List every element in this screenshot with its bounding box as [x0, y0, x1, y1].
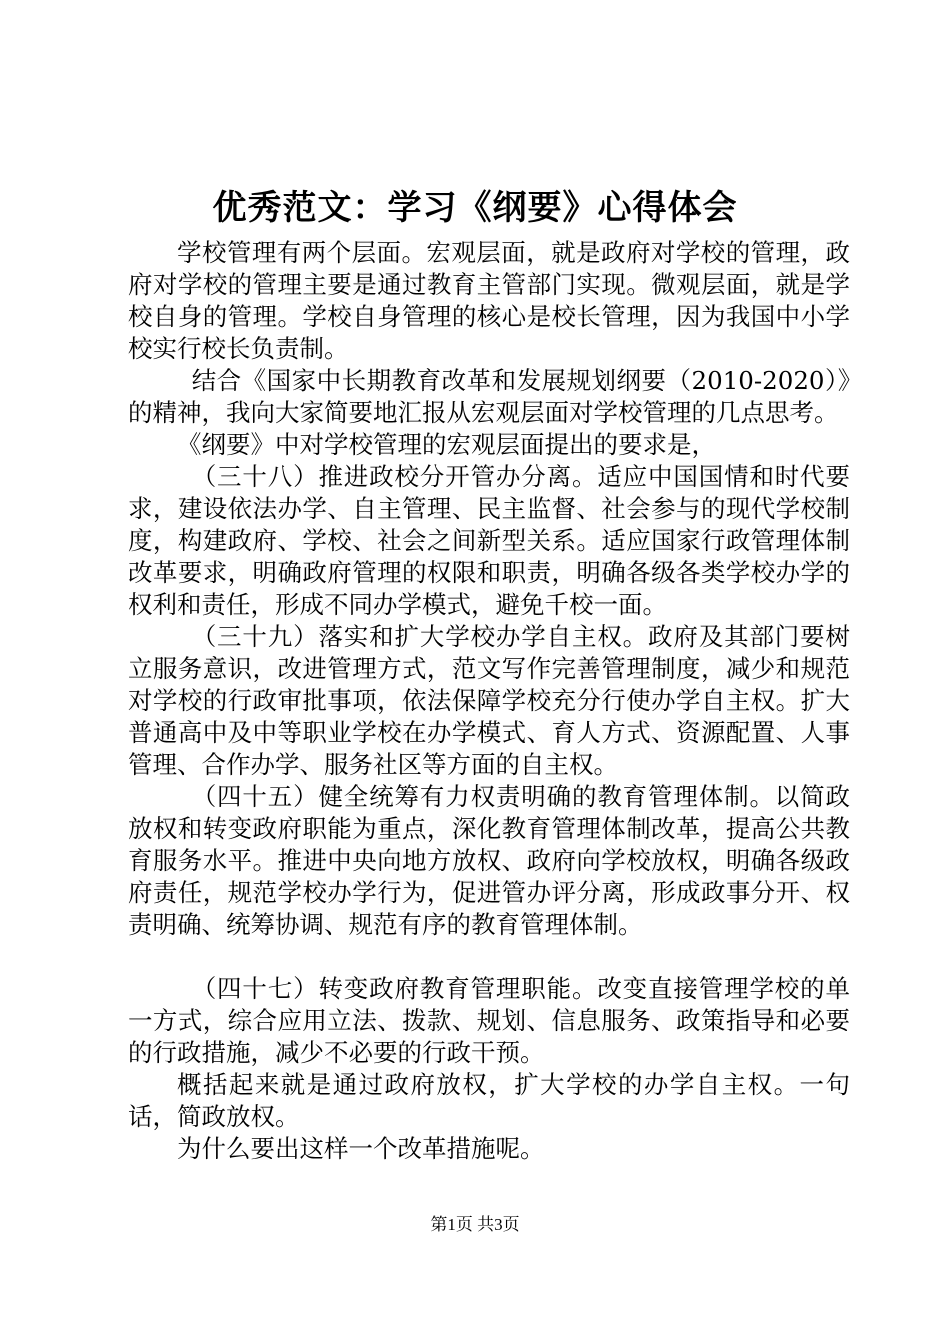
paragraph-article-39: （三十九）落实和扩大学校办学自主权。政府及其部门要树立服务意识，改进管理方式，范文写作完善管理制度，减少和规范对学校的行政审批事项，依法保障学校充分行使办学自主权。扩大普通高中及中等职业学校在办学模式、育人方式、资源配置、人事管理、合作办学、服务社区等方面的自主权。	[128, 622, 850, 779]
paragraph-management-levels: 学校管理有两个层面。宏观层面，就是政府对学校的管理，政府对学校的管理主要是通过教育主管部门实现。微观层面，就是学校自身的管理。学校自身管理的核心是校长管理，因为我国中小学校实行校长负责制。	[128, 238, 850, 363]
paragraph-question: 为什么要出这样一个改革措施呢。	[177, 1134, 545, 1163]
document-body	[128, 237, 850, 1165]
paragraph-outline-requirements: 《纲要》中对学校管理的宏观层面提出的要求是，	[177, 430, 716, 459]
page-number-footer: 第1页 共3页	[430, 1215, 520, 1234]
paragraph-article-47: （四十七）转变政府教育管理职能。改变直接管理学校的单一方式，综合应用立法、拨款、规划、信息服务、政策指导和必要的行政措施，减少不必要的行政干预。	[128, 974, 850, 1067]
document-title: 优秀范文：学习《纲要》心得体会	[212, 188, 738, 228]
paragraph-article-45: （四十五）健全统筹有力权责明确的教育管理体制。以简政放权和转变政府职能为重点，深化教育管理体制改革，提高公共教育服务水平。推进中央向地方放权、政府向学校放权，明确各级政府责任，规范学校办学行为，促进管办评分离，形成政事分开、权责明确、统筹协调、规范有序的教育管理体制。	[128, 782, 850, 939]
paragraph-outline-intro: 结合《国家中长期教育改革和发展规划纲要（2010-2020）》的精神，我向大家简要地汇报从宏观层面对学校管理的几点思考。	[128, 366, 850, 427]
paragraph-article-38: （三十八）推进政校分开管办分离。适应中国国情和时代要求，建设依法办学、自主管理、民主监督、社会参与的现代学校制度，构建政府、学校、社会之间新型关系。适应国家行政管理体制改革要求，明确政府管理的权限和职责，明确各级各类学校办学的权利和责任，形成不同办学模式，避免千校一面。	[128, 462, 850, 619]
paragraph-summary: 概括起来就是通过政府放权，扩大学校的办学自主权。一句话，简政放权。	[128, 1070, 850, 1131]
